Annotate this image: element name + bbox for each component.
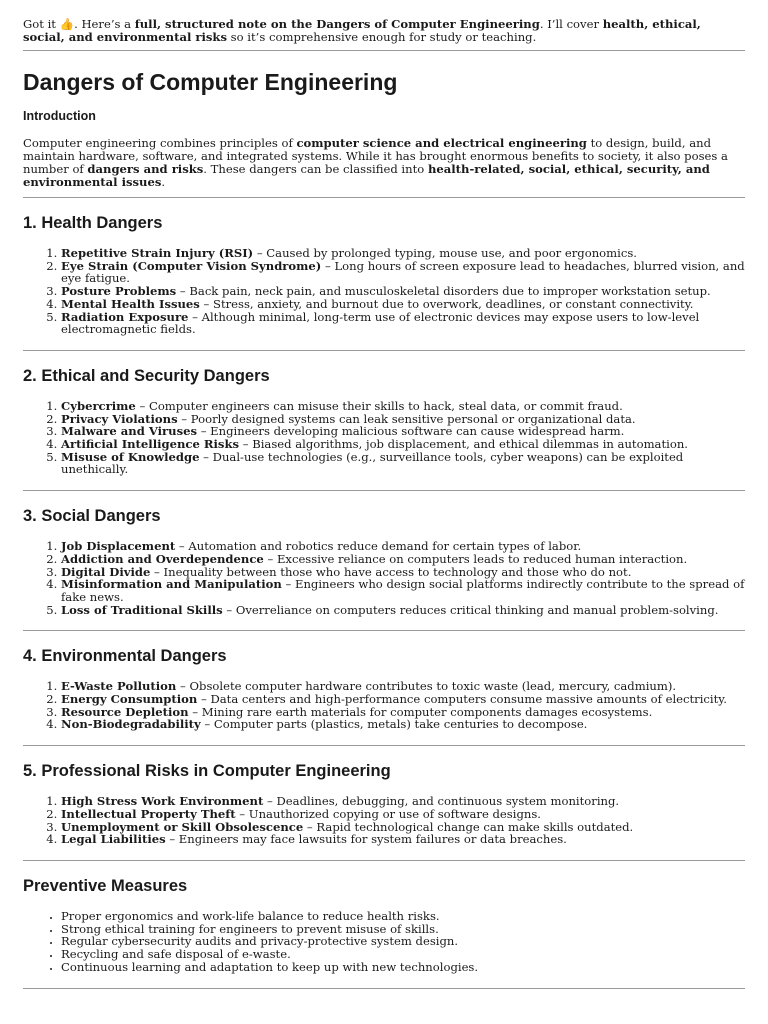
item-term: Misinformation and Manipulation	[61, 577, 282, 592]
item-term: Malware and Viruses	[61, 424, 198, 439]
bullet-item: • Proper ergonomics and work-life balance to reduce health risks.	[61, 910, 745, 923]
chat-intro-line	[23, 18, 745, 44]
item-desc: – Rapid technological change can make skills outdated.	[303, 819, 634, 834]
intro-para-text: to design, build, and maintain hardware, software, and integrated systems. While it has brought enormous benefits to society, it also poses a number of	[23, 136, 728, 176]
intro-para-text: . These dangers can be classified into	[203, 162, 428, 176]
item-term: Misuse of Knowledge	[61, 449, 200, 464]
item-desc: – Obsolete computer hardware contributes to toxic waste (lead, mercury, cadmium).	[176, 679, 677, 694]
item-desc: – Engineers who design social platforms indirectly contribute to the spread of fake news.	[61, 577, 745, 604]
section-list	[23, 247, 745, 336]
item-desc: – Unauthorized copying or use of software designs.	[235, 806, 541, 821]
list-item	[61, 451, 745, 476]
intro-para-bold: health-related, social, ethical, security, and environmental issues	[23, 162, 710, 189]
intro-para-bold: computer science and electrical engineering	[296, 136, 587, 150]
bullet-item: • Continuous learning and adaptation to keep up with new technologies.	[61, 961, 745, 974]
list-item	[61, 604, 745, 617]
item-term: Job Displacement	[61, 539, 176, 554]
list-item	[61, 311, 745, 336]
item-term: Privacy Violations	[61, 411, 178, 426]
item-desc: – Biased algorithms, job displacement, and ethical dilemmas in automation.	[239, 437, 688, 452]
preventive-heading: Preventive Measures	[23, 876, 188, 895]
item-term: E-Waste Pollution	[61, 679, 177, 694]
divider	[23, 50, 745, 51]
item-term: High Stress Work Environment	[61, 794, 264, 809]
item-term: Cybercrime	[61, 398, 136, 413]
section-heading: 1. Health Dangers	[23, 214, 163, 232]
intro-para-bold: dangers and risks	[87, 162, 204, 176]
item-term: Loss of Traditional Skills	[61, 602, 223, 617]
section-list	[23, 400, 745, 476]
divider	[23, 860, 745, 861]
section-list	[23, 795, 745, 846]
list-item	[61, 578, 745, 603]
item-desc: – Engineers developing malicious software can cause widespread harm.	[197, 424, 625, 439]
intro-text: so it’s comprehensive enough for study or teaching.	[227, 30, 537, 44]
item-term: Digital Divide	[61, 564, 151, 579]
intro-para-text: .	[161, 175, 166, 189]
item-term: Intellectual Property Theft	[61, 806, 236, 821]
item-desc: – Poorly designed systems can leak sensitive personal or organizational data.	[177, 411, 636, 426]
item-desc: – Back pain, neck pain, and musculoskeletal disorders due to improper workstation setup.	[176, 284, 711, 299]
section-heading: 3. Social Dangers	[23, 507, 161, 526]
item-desc: – Mining rare earth materials for computer components damages ecosystems.	[188, 704, 653, 719]
item-term: Posture Problems	[61, 284, 177, 299]
bullet-item: • Regular cybersecurity audits and privacy-protective system design.	[61, 935, 745, 948]
item-term: Radiation Exposure	[61, 309, 189, 324]
item-desc: – Inequality between those who have access to technology and those who do not.	[150, 564, 632, 579]
divider	[23, 490, 745, 491]
item-term: Energy Consumption	[61, 692, 198, 707]
divider	[23, 630, 745, 631]
list-item	[61, 718, 745, 731]
bullet-item: • Strong ethical training for engineers to prevent misuse of skills.	[61, 923, 745, 936]
intro-text: Got it	[23, 17, 60, 31]
divider	[23, 745, 745, 746]
item-desc: – Long hours of screen exposure lead to headaches, blurred vision, and eye fatigue.	[61, 258, 745, 286]
section-heading: 5. Professional Risks in Computer Engineering	[23, 762, 391, 781]
thumbs-up-icon: 👍	[59, 17, 75, 31]
section-list	[23, 540, 745, 616]
item-desc: – Overreliance on computers reduces critical thinking and manual problem-solving.	[222, 602, 719, 617]
intro-bold: full, structured note on the Dangers of Computer Engineering	[134, 17, 540, 31]
page-title: Dangers of Computer Engineering	[23, 69, 398, 95]
item-term: Non-Biodegradability	[61, 717, 201, 732]
item-term: Artificial Intelligence Risks	[61, 437, 240, 452]
item-desc: – Data centers and high-performance computers consume massive amounts of electricity.	[197, 692, 727, 707]
section-heading: 2. Ethical and Security Dangers	[23, 366, 270, 385]
item-term: Legal Liabilities	[61, 832, 166, 847]
divider	[23, 350, 745, 351]
section-list	[23, 680, 745, 731]
item-desc: – Although minimal, long-term use of electronic devices may expose users to low-level electromagnetic fields.	[61, 309, 700, 337]
item-desc: – Computer engineers can misuse their skills to hack, steal data, or commit fraud.	[135, 398, 623, 413]
preventive-list	[23, 910, 745, 974]
item-desc: – Caused by prolonged typing, mouse use, and poor ergonomics.	[253, 246, 637, 260]
introduction-heading: Introduction	[23, 109, 96, 123]
item-term: Resource Depletion	[61, 704, 189, 719]
item-term: Mental Health Issues	[61, 296, 200, 311]
item-desc: – Engineers may face lawsuits for system failures or data breaches.	[165, 832, 567, 847]
intro-text: . I’ll cover	[539, 17, 603, 31]
item-desc: – Automation and robotics reduce demand for certain types of labor.	[175, 539, 582, 554]
item-term: Addiction and Overdependence	[61, 551, 264, 566]
item-desc: – Computer parts (plastics, metals) take centuries to decompose.	[200, 717, 588, 732]
divider	[23, 988, 745, 989]
bullet-item: • Recycling and safe disposal of e-waste.	[61, 948, 745, 961]
item-desc: – Deadlines, debugging, and continuous system monitoring.	[263, 794, 620, 809]
item-term: Eye Strain (Computer Vision Syndrome)	[61, 258, 322, 273]
section-heading: 4. Environmental Dangers	[23, 647, 227, 666]
item-desc: – Excessive reliance on computers leads to reduced human interaction.	[263, 551, 688, 566]
divider	[23, 197, 745, 198]
list-item	[61, 833, 745, 846]
item-desc: – Dual-use technologies (e.g., surveillance tools, cyber weapons) can be exploited unethically.	[61, 449, 684, 477]
list-item	[61, 260, 745, 285]
intro-para-text: Computer engineering combines principles of	[23, 136, 297, 150]
intro-text: . Here’s a	[74, 17, 135, 31]
introduction-paragraph	[23, 137, 745, 189]
item-term: Repetitive Strain Injury (RSI)	[61, 246, 254, 260]
item-desc: – Stress, anxiety, and burnout due to overwork, deadlines, or constant connectivity.	[199, 296, 694, 311]
intro-bold: health, ethical, social, and environmental risks	[23, 17, 701, 44]
item-term: Unemployment or Skill Obsolescence	[61, 819, 304, 834]
